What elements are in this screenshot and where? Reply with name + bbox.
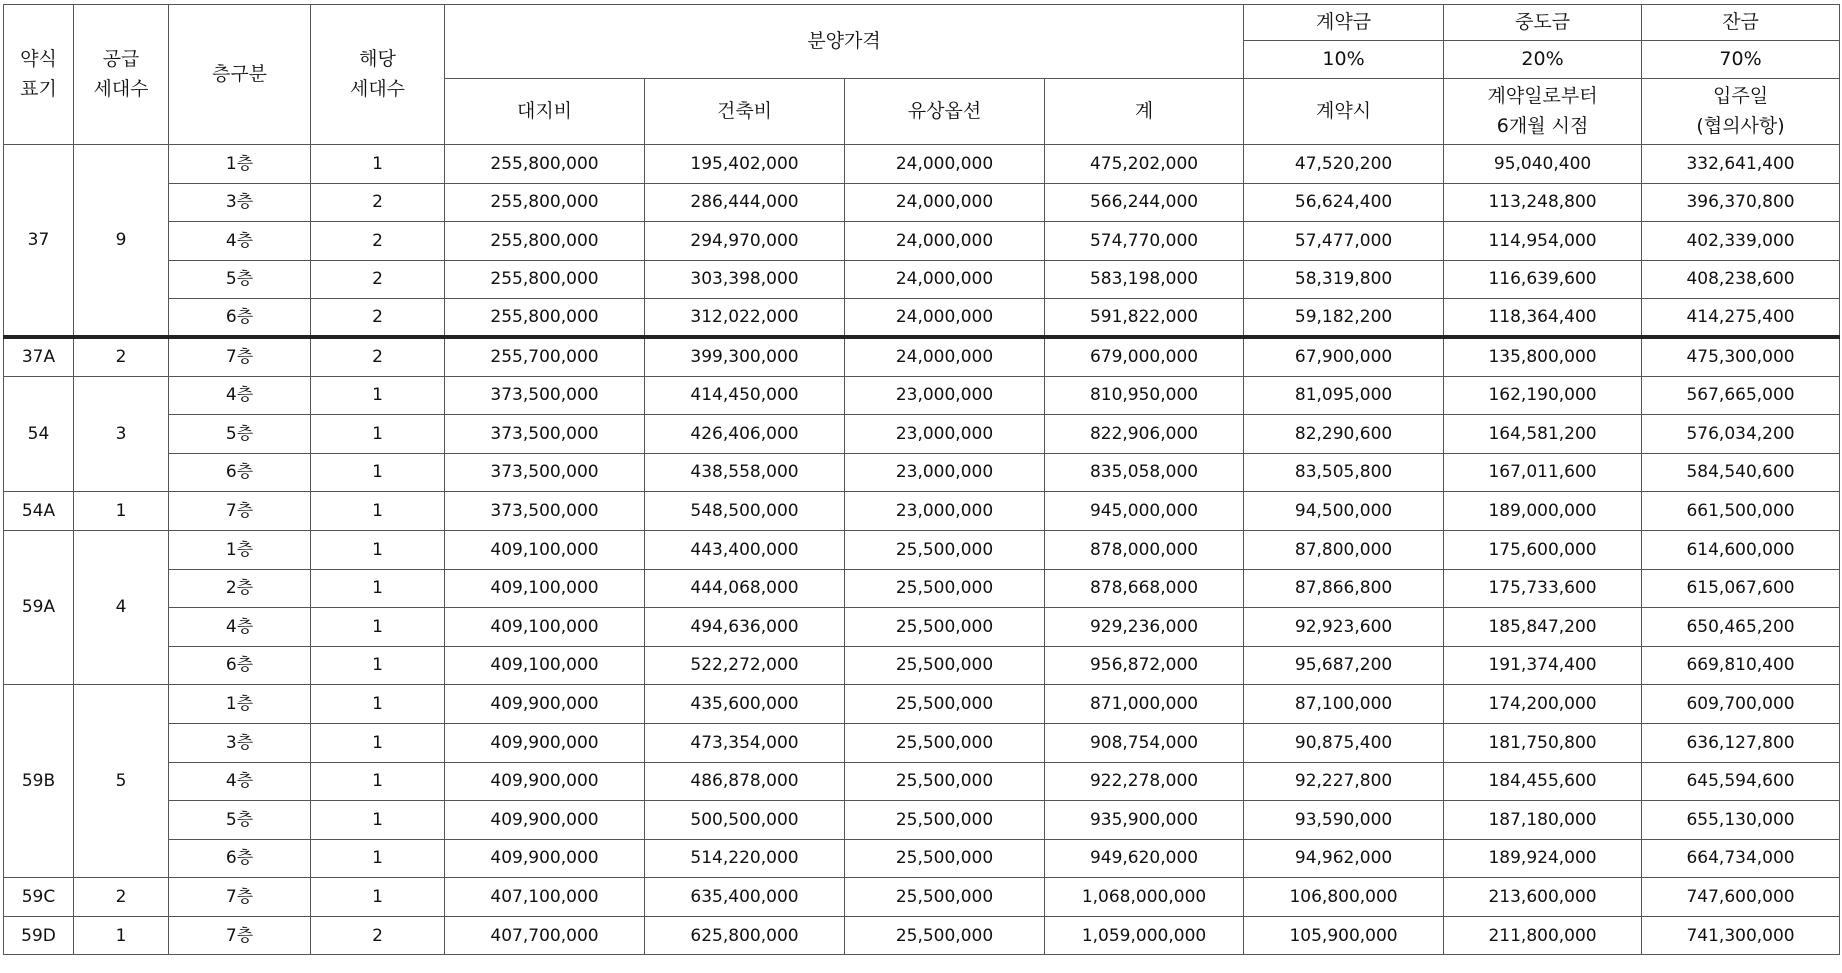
cell-balance: 609,700,000 [1642,685,1840,724]
header-middle-pct: 20% [1444,41,1642,79]
cell-units: 2 [311,183,445,222]
cell-type: 59B [4,685,74,878]
cell-total: 1,068,000,000 [1045,878,1244,917]
cell-middle: 189,924,000 [1444,839,1642,878]
table-row [4,337,1840,376]
cell-build: 473,354,000 [645,723,845,762]
cell-floor: 3층 [169,723,311,762]
cell-build: 312,022,000 [645,299,845,338]
cell-option: 24,000,000 [845,337,1045,376]
cell-land: 255,800,000 [445,260,645,299]
cell-floor: 6층 [169,299,311,338]
cell-build: 500,500,000 [645,801,845,840]
cell-floor: 7층 [169,337,311,376]
cell-land: 255,800,000 [445,222,645,261]
cell-balance: 414,275,400 [1642,299,1840,338]
cell-deposit: 58,319,800 [1244,260,1444,299]
table-row [4,530,1840,569]
cell-land: 409,100,000 [445,646,645,685]
cell-deposit: 94,500,000 [1244,492,1444,531]
cell-middle: 184,455,600 [1444,762,1642,801]
cell-middle: 185,847,200 [1444,608,1642,647]
cell-balance: 655,130,000 [1642,801,1840,840]
cell-middle: 191,374,400 [1444,646,1642,685]
table-row [4,916,1840,955]
cell-units: 1 [311,415,445,454]
cell-type: 54 [4,376,74,492]
cell-build: 444,068,000 [645,569,845,608]
cell-land: 409,900,000 [445,723,645,762]
cell-option: 24,000,000 [845,145,1045,184]
cell-option: 25,500,000 [845,916,1045,955]
cell-balance: 576,034,200 [1642,415,1840,454]
cell-total: 583,198,000 [1045,260,1244,299]
header-supply-line1: 공급 [102,48,140,71]
cell-option: 25,500,000 [845,569,1045,608]
cell-floor: 6층 [169,839,311,878]
cell-balance: 661,500,000 [1642,492,1840,531]
cell-build: 486,878,000 [645,762,845,801]
table-row [4,376,1840,415]
cell-units: 2 [311,337,445,376]
cell-middle: 181,750,800 [1444,723,1642,762]
cell-units: 1 [311,569,445,608]
cell-build: 303,398,000 [645,260,845,299]
cell-deposit: 93,590,000 [1244,801,1444,840]
cell-balance: 669,810,400 [1642,646,1840,685]
cell-balance: 567,665,000 [1642,376,1840,415]
cell-balance: 402,339,000 [1642,222,1840,261]
cell-land: 373,500,000 [445,376,645,415]
cell-deposit: 81,095,000 [1244,376,1444,415]
table-row [4,415,1840,454]
cell-total: 679,000,000 [1045,337,1244,376]
cell-units: 2 [311,260,445,299]
table-row [4,685,1840,724]
cell-land: 407,100,000 [445,878,645,917]
cell-build: 635,400,000 [645,878,845,917]
cell-units: 2 [311,916,445,955]
cell-units: 2 [311,299,445,338]
table-body [4,145,1840,955]
cell-deposit: 105,900,000 [1244,916,1444,955]
cell-total: 949,620,000 [1045,839,1244,878]
cell-option: 25,500,000 [845,839,1045,878]
header-total: 계 [1045,79,1244,145]
cell-middle: 187,180,000 [1444,801,1642,840]
cell-units: 1 [311,608,445,647]
header-middle: 중도금 [1444,5,1642,41]
cell-floor: 6층 [169,453,311,492]
header-deposit: 계약금 [1244,5,1444,41]
cell-deposit: 95,687,200 [1244,646,1444,685]
cell-deposit: 94,962,000 [1244,839,1444,878]
cell-land: 373,500,000 [445,453,645,492]
cell-land: 255,800,000 [445,145,645,184]
cell-middle: 114,954,000 [1444,222,1642,261]
cell-units: 1 [311,685,445,724]
cell-total: 566,244,000 [1045,183,1244,222]
header-units-line2: 세대수 [349,77,406,100]
cell-build: 443,400,000 [645,530,845,569]
header-deposit-pct: 10% [1244,41,1444,79]
cell-balance: 332,641,400 [1642,145,1840,184]
cell-type: 59C [4,878,74,917]
cell-middle: 135,800,000 [1444,337,1642,376]
cell-floor: 4층 [169,376,311,415]
cell-option: 25,500,000 [845,685,1045,724]
cell-land: 409,100,000 [445,569,645,608]
cell-floor: 5층 [169,260,311,299]
cell-balance: 614,600,000 [1642,530,1840,569]
cell-deposit: 67,900,000 [1244,337,1444,376]
cell-land: 409,900,000 [445,839,645,878]
cell-balance: 645,594,600 [1642,762,1840,801]
cell-option: 25,500,000 [845,723,1045,762]
header-balance: 잔금 [1642,5,1840,41]
cell-supply: 1 [74,916,169,955]
header-units-line1: 해당 [359,48,396,71]
cell-balance: 664,734,000 [1642,839,1840,878]
cell-units: 1 [311,492,445,531]
cell-deposit: 106,800,000 [1244,878,1444,917]
table-row [4,839,1840,878]
cell-middle: 95,040,400 [1444,145,1642,184]
cell-supply: 9 [74,145,169,338]
table-row [4,145,1840,184]
cell-balance: 396,370,800 [1642,183,1840,222]
cell-build: 426,406,000 [645,415,845,454]
cell-total: 956,872,000 [1045,646,1244,685]
cell-option: 24,000,000 [845,299,1045,338]
table-row [4,299,1840,338]
cell-units: 1 [311,762,445,801]
cell-middle: 118,364,400 [1444,299,1642,338]
cell-total: 591,822,000 [1045,299,1244,338]
header-balance-timing [1642,79,1840,145]
cell-total: 574,770,000 [1045,222,1244,261]
cell-land: 409,100,000 [445,530,645,569]
cell-floor: 1층 [169,530,311,569]
cell-deposit: 56,624,400 [1244,183,1444,222]
cell-total: 1,059,000,000 [1045,916,1244,955]
cell-option: 25,500,000 [845,608,1045,647]
cell-total: 945,000,000 [1045,492,1244,531]
cell-total: 810,950,000 [1045,376,1244,415]
cell-option: 25,500,000 [845,762,1045,801]
cell-deposit: 47,520,200 [1244,145,1444,184]
cell-floor: 1층 [169,685,311,724]
cell-type: 37A [4,337,74,376]
cell-units: 1 [311,453,445,492]
header-build: 건축비 [645,79,845,145]
cell-middle: 164,581,200 [1444,415,1642,454]
cell-deposit: 90,875,400 [1244,723,1444,762]
header-units [311,5,445,145]
header-type [4,5,74,145]
table-row [4,608,1840,647]
cell-middle: 175,600,000 [1444,530,1642,569]
cell-total: 822,906,000 [1045,415,1244,454]
cell-total: 878,000,000 [1045,530,1244,569]
cell-land: 407,700,000 [445,916,645,955]
cell-build: 494,636,000 [645,608,845,647]
table-row [4,646,1840,685]
cell-build: 625,800,000 [645,916,845,955]
cell-total: 475,202,000 [1045,145,1244,184]
cell-balance: 584,540,600 [1642,453,1840,492]
cell-option: 23,000,000 [845,415,1045,454]
table-row [4,222,1840,261]
cell-deposit: 59,182,200 [1244,299,1444,338]
cell-balance: 408,238,600 [1642,260,1840,299]
cell-type: 54A [4,492,74,531]
cell-floor: 5층 [169,801,311,840]
cell-floor: 4층 [169,762,311,801]
cell-units: 1 [311,723,445,762]
table-row [4,492,1840,531]
cell-option: 25,500,000 [845,801,1045,840]
cell-land: 409,900,000 [445,762,645,801]
header-balance-pct: 70% [1642,41,1840,79]
cell-supply: 1 [74,492,169,531]
cell-middle: 167,011,600 [1444,453,1642,492]
cell-total: 929,236,000 [1045,608,1244,647]
cell-middle: 113,248,800 [1444,183,1642,222]
cell-land: 255,800,000 [445,299,645,338]
cell-deposit: 87,100,000 [1244,685,1444,724]
header-middle-timing-line1: 계약일로부터 [1487,85,1598,108]
table-row [4,762,1840,801]
header-supply [74,5,169,145]
cell-build: 514,220,000 [645,839,845,878]
cell-land: 409,100,000 [445,608,645,647]
cell-option: 24,000,000 [845,183,1045,222]
table-row [4,723,1840,762]
header-price-group: 분양가격 [445,5,1244,79]
cell-floor: 7층 [169,916,311,955]
cell-option: 23,000,000 [845,376,1045,415]
cell-floor: 3층 [169,183,311,222]
cell-total: 922,278,000 [1045,762,1244,801]
cell-total: 871,000,000 [1045,685,1244,724]
cell-balance: 650,465,200 [1642,608,1840,647]
cell-middle: 174,200,000 [1444,685,1642,724]
cell-option: 25,500,000 [845,530,1045,569]
cell-floor: 7층 [169,492,311,531]
cell-land: 255,800,000 [445,183,645,222]
cell-floor: 7층 [169,878,311,917]
header-option: 유상옵션 [845,79,1045,145]
cell-option: 25,500,000 [845,878,1045,917]
header-middle-timing [1444,79,1642,145]
cell-balance: 741,300,000 [1642,916,1840,955]
table-row [4,801,1840,840]
cell-deposit: 57,477,000 [1244,222,1444,261]
cell-type: 37 [4,145,74,338]
cell-middle: 211,800,000 [1444,916,1642,955]
cell-supply: 3 [74,376,169,492]
cell-deposit: 92,923,600 [1244,608,1444,647]
cell-land: 409,900,000 [445,685,645,724]
cell-units: 1 [311,801,445,840]
cell-option: 24,000,000 [845,222,1045,261]
cell-option: 25,500,000 [845,646,1045,685]
cell-build: 438,558,000 [645,453,845,492]
cell-build: 548,500,000 [645,492,845,531]
cell-land: 409,900,000 [445,801,645,840]
cell-balance: 747,600,000 [1642,878,1840,917]
header-middle-timing-line2: 6개월 시점 [1496,114,1589,137]
header-type-line2: 표기 [20,77,57,100]
cell-build: 294,970,000 [645,222,845,261]
cell-deposit: 92,227,800 [1244,762,1444,801]
cell-middle: 175,733,600 [1444,569,1642,608]
cell-land: 373,500,000 [445,492,645,531]
cell-option: 24,000,000 [845,260,1045,299]
cell-total: 835,058,000 [1045,453,1244,492]
cell-middle: 189,000,000 [1444,492,1642,531]
header-floor: 층구분 [169,5,311,145]
table-header [4,5,1840,145]
cell-build: 399,300,000 [645,337,845,376]
cell-total: 878,668,000 [1045,569,1244,608]
cell-deposit: 82,290,600 [1244,415,1444,454]
header-balance-timing-line1: 입주일 [1713,85,1769,108]
table-row [4,183,1840,222]
cell-build: 414,450,000 [645,376,845,415]
cell-build: 522,272,000 [645,646,845,685]
cell-floor: 4층 [169,222,311,261]
cell-floor: 4층 [169,608,311,647]
cell-supply: 2 [74,878,169,917]
cell-balance: 636,127,800 [1642,723,1840,762]
header-land: 대지비 [445,79,645,145]
cell-build: 195,402,000 [645,145,845,184]
cell-deposit: 83,505,800 [1244,453,1444,492]
cell-deposit: 87,800,000 [1244,530,1444,569]
cell-units: 1 [311,376,445,415]
cell-units: 1 [311,530,445,569]
table-row [4,878,1840,917]
table-row [4,453,1840,492]
header-type-line1: 약식 [20,48,57,71]
cell-units: 1 [311,839,445,878]
cell-option: 23,000,000 [845,453,1045,492]
table-row [4,260,1840,299]
cell-build: 286,444,000 [645,183,845,222]
header-supply-line2: 세대수 [93,77,149,100]
cell-middle: 116,639,600 [1444,260,1642,299]
cell-floor: 1층 [169,145,311,184]
cell-units: 1 [311,145,445,184]
header-balance-timing-line2: (협의사항) [1696,114,1785,137]
cell-land: 373,500,000 [445,415,645,454]
cell-type: 59A [4,530,74,684]
cell-balance: 475,300,000 [1642,337,1840,376]
cell-middle: 162,190,000 [1444,376,1642,415]
price-table [3,4,1840,955]
cell-units: 2 [311,222,445,261]
cell-type: 59D [4,916,74,955]
header-deposit-timing: 계약시 [1244,79,1444,145]
table-row [4,569,1840,608]
cell-deposit: 87,866,800 [1244,569,1444,608]
cell-total: 935,900,000 [1045,801,1244,840]
cell-land: 255,700,000 [445,337,645,376]
cell-supply: 2 [74,337,169,376]
cell-units: 1 [311,878,445,917]
cell-floor: 6층 [169,646,311,685]
cell-build: 435,600,000 [645,685,845,724]
cell-total: 908,754,000 [1045,723,1244,762]
cell-option: 23,000,000 [845,492,1045,531]
cell-floor: 5층 [169,415,311,454]
cell-middle: 213,600,000 [1444,878,1642,917]
cell-floor: 2층 [169,569,311,608]
cell-supply: 5 [74,685,169,878]
cell-units: 1 [311,646,445,685]
cell-balance: 615,067,600 [1642,569,1840,608]
cell-supply: 4 [74,530,169,684]
